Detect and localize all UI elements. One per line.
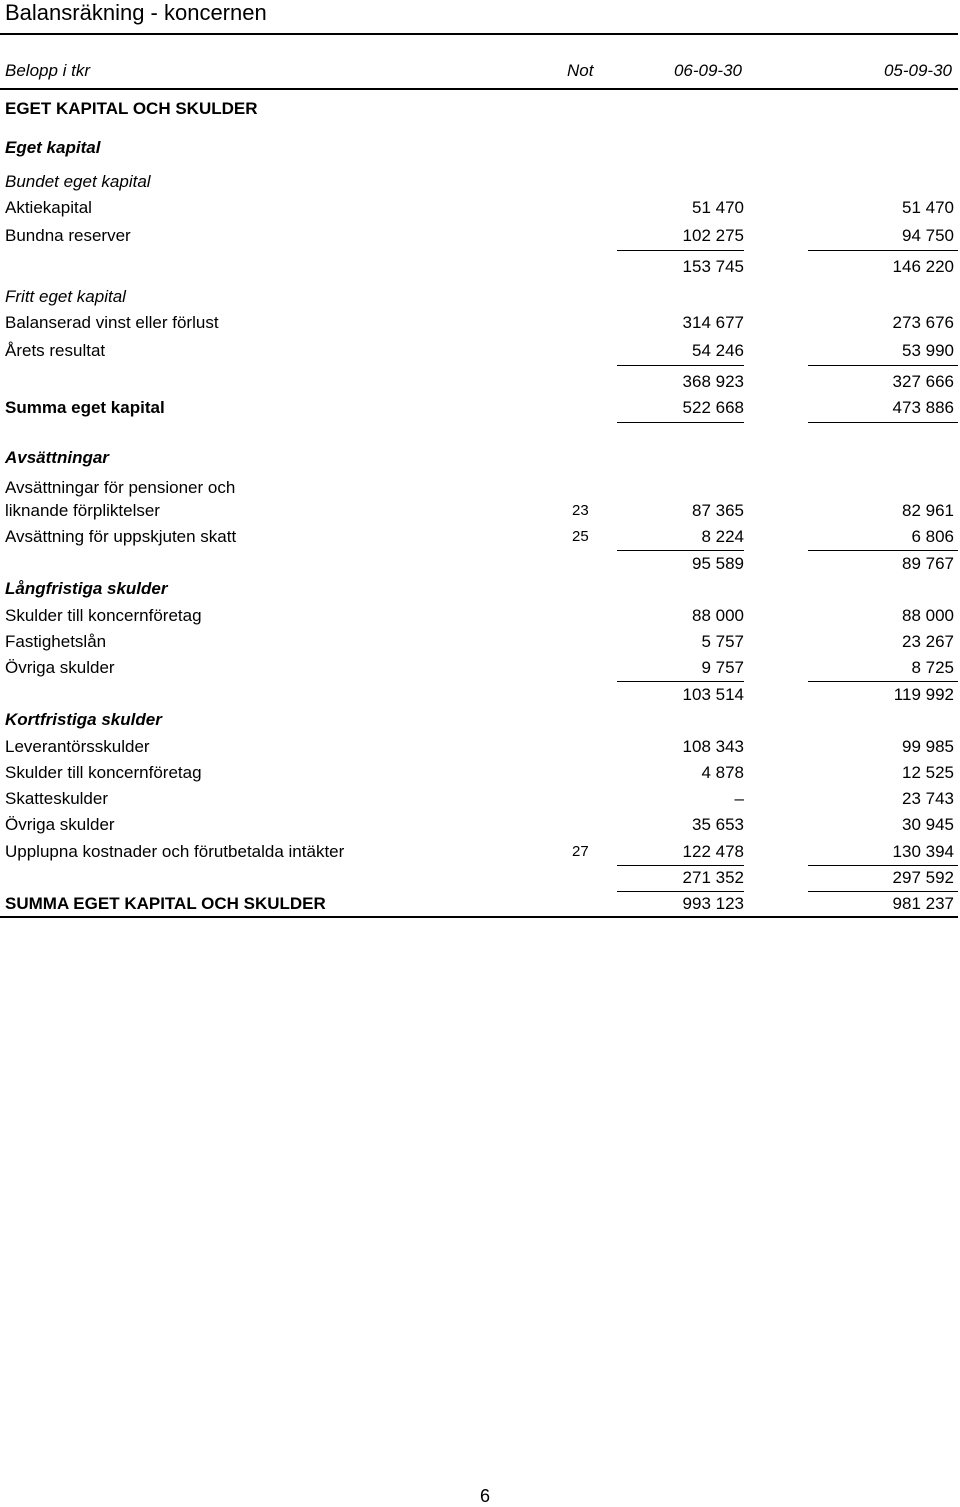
value-col1: 368 923 [682,372,744,391]
note-ref: 27 [572,843,589,860]
header-rule [0,88,958,90]
value-col2: 297 592 [892,868,954,887]
row-label: Skulder till koncernföretag [5,763,202,782]
row-label: liknande förpliktelser [5,501,160,520]
table-row [0,340,960,362]
section-heading [0,709,960,731]
header-col2: 05-09-30 [883,61,952,80]
value-col1: 9 757 [701,658,744,677]
value-col2: 30 945 [902,815,954,834]
row-label: Avsättning för uppskjuten skatt [5,527,237,546]
value-col1: – [734,789,744,808]
value-col2: 89 767 [902,554,954,573]
table-row [0,312,960,334]
row-label: Kortfristiga skulder [5,710,162,729]
underline-col1 [617,865,744,866]
underline-col1 [617,681,744,682]
value-col2: 981 237 [892,894,954,913]
value-col2: 23 743 [902,789,954,808]
row-label: Långfristiga skulder [5,579,168,598]
row-label: Fritt eget kapital [5,287,126,306]
underline-col2 [808,891,958,892]
underline-col1 [617,422,744,423]
value-col2: 6 806 [911,527,954,546]
underline-col2 [808,422,958,423]
header-belopp: Belopp i tkr [5,61,91,80]
value-col2: 88 000 [902,606,954,625]
table-row [0,477,960,499]
row-label: Övriga skulder [5,658,115,677]
value-col2: 273 676 [892,313,954,332]
value-col1: 5 757 [701,632,744,651]
value-col1: 153 745 [682,257,744,276]
value-col1: 4 878 [701,763,744,782]
note-ref: 23 [572,502,589,519]
value-col1: 95 589 [692,554,744,573]
table-row [0,605,960,627]
row-label: Eget kapital [5,138,101,157]
value-col2: 82 961 [902,501,954,520]
page-number: 6 [480,1486,491,1506]
row-label: Balanserad vinst eller förlust [5,313,219,332]
page-title: Balansräkning - koncernen [5,0,267,25]
row-label: Skatteskulder [5,789,108,808]
section-heading [0,578,960,600]
value-col1: 108 343 [682,737,744,756]
underline-col1 [617,365,744,366]
underline-col2 [808,681,958,682]
subsection-heading [0,171,960,193]
row-label: Avsättningar för pensioner och [5,478,236,497]
value-col1: 87 365 [692,501,744,520]
value-col1: 103 514 [682,685,744,704]
row-label: Aktiekapital [5,198,92,217]
row-label: SUMMA EGET KAPITAL OCH SKULDER [5,894,326,913]
row-label: Fastighetslån [5,632,107,651]
underline-col2 [808,550,958,551]
table-row [0,500,960,522]
row-label: Avsättningar [5,448,109,467]
value-col2: 23 267 [902,632,954,651]
value-col1: 102 275 [682,226,744,245]
section-heading [0,98,960,120]
subsection-heading [0,286,960,308]
row-label: Bundna reserver [5,226,131,245]
grand-total-row [0,893,960,915]
value-col2: 8 725 [911,658,954,677]
table-row [0,736,960,758]
total-row [0,397,960,419]
underline-col2 [808,250,958,251]
note-ref: 25 [572,528,589,545]
row-label: Övriga skulder [5,815,115,834]
table-row [0,526,960,548]
value-col1: 522 668 [682,398,744,417]
row-label: Summa eget kapital [5,398,165,417]
section-heading [0,447,960,469]
header-not: Not [567,61,594,80]
row-label: Årets resultat [5,341,106,360]
table-row [0,657,960,679]
bottom-rule [0,916,958,918]
table-row [0,631,960,653]
underline-col2 [808,365,958,366]
underline-col2 [808,865,958,866]
value-col1: 993 123 [682,894,744,913]
subtotal-row [0,371,960,393]
header-col1: 06-09-30 [673,61,742,80]
value-col2: 327 666 [892,372,954,391]
underline-col1 [617,250,744,251]
value-col2: 94 750 [902,226,954,245]
value-col2: 146 220 [892,257,954,276]
subtotal-row [0,256,960,278]
table-row [0,841,960,863]
table-row [0,197,960,219]
title-rule [0,33,958,35]
value-col2: 51 470 [902,198,954,217]
value-col2: 53 990 [902,341,954,360]
row-label: Bundet eget kapital [5,172,151,191]
value-col1: 122 478 [682,842,744,861]
value-col1: 314 677 [682,313,744,332]
table-row [0,788,960,810]
value-col2: 99 985 [902,737,954,756]
value-col2: 473 886 [892,398,954,417]
subtotal-row [0,684,960,706]
table-row [0,762,960,784]
underline-col1 [617,550,744,551]
underline-col1 [617,891,744,892]
row-label: EGET KAPITAL OCH SKULDER [5,99,258,118]
value-col1: 51 470 [692,198,744,217]
value-col1: 54 246 [692,341,744,360]
subtotal-row [0,867,960,889]
value-col2: 119 992 [893,685,954,704]
value-col1: 8 224 [701,527,744,546]
row-label: Skulder till koncernföretag [5,606,202,625]
value-col2: 12 525 [902,763,954,782]
value-col2: 130 394 [892,842,954,861]
subtotal-row [0,553,960,575]
table-row [0,814,960,836]
value-col1: 271 352 [682,868,744,887]
value-col1: 35 653 [692,815,744,834]
value-col1: 88 000 [692,606,744,625]
section-heading [0,137,960,159]
row-label: Leverantörsskulder [5,737,150,756]
table-row [0,225,960,247]
row-label: Upplupna kostnader och förutbetalda intäkter [5,842,345,861]
